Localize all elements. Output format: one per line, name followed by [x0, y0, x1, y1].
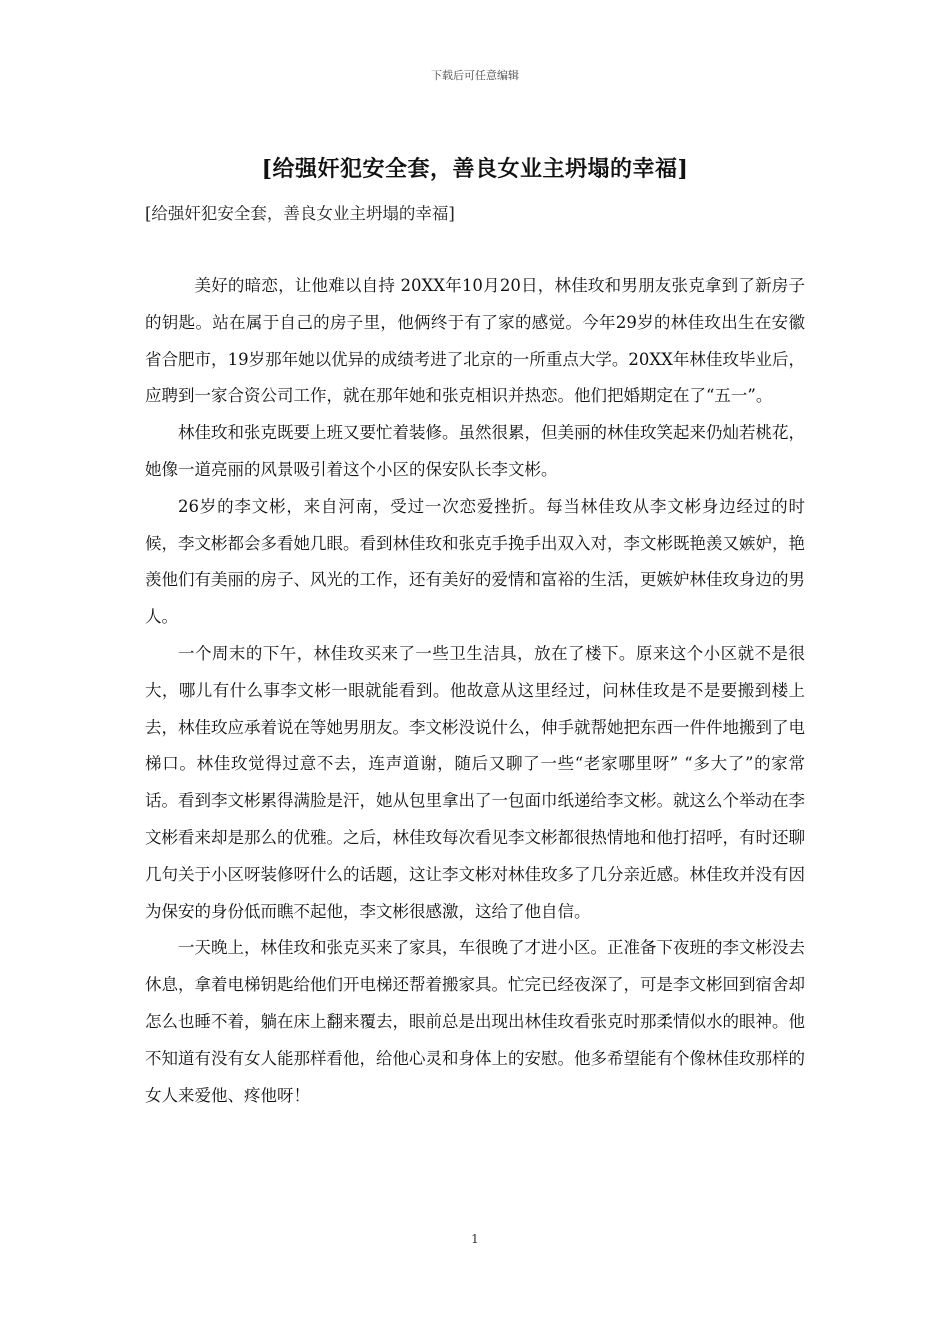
paragraph: 26岁的李文彬，来自河南，受过一次恋爱挫折。每当林佳玫从李文彬身边经过的时候，李文彬都会多看她几眼。看到林佳玫和张克手挽手出双入对，李文彬既艳羡又嫉妒，艳羡他们有美丽的房子、风光的工作，还有美好的爱情和富裕的生活，更嫉妒林佳玫身边的男人。: [145, 496, 805, 627]
paragraph: 美好的暗恋，让他难以自持 20XX年10月20日，林佳玫和男朋友张克拿到了新房子的钥匙。站在属于自己的房子里，他俩终于有了家的感觉。今年29岁的林佳玫出生在安徽省合肥市，19岁那年她以优异的成绩考进了北京的一所重点大学。20XX年林佳玫毕业后，应聘到一家合资公司工作，就在那年她和张克相识并热恋。他们把婚期定在了“五一”。: [145, 276, 805, 406]
page-header: 下载后可任意编辑: [431, 69, 519, 82]
paragraph: 一天晚上，林佳玫和张克买来了家具，车很晚了才进小区。正准备下夜班的李文彬没去休息，拿着电梯钥匙给他们开电梯还帮着搬家具。忙完已经夜深了，可是李文彬回到宿舍却怎么也睡不着，躺在床上翻来覆去，眼前总是出现出林佳玫看张克时那柔情似水的眼神。他不知道有没有女人能那样看他，给他心灵和身体上的安慰。他多希望能有个像林佳玫那样的女人来爱他、疼他呀！: [145, 938, 805, 1105]
document-title: [给强奸犯安全套，善良女业主坍塌的幸福]: [261, 156, 689, 182]
paragraph: 一个周末的下午，林佳玫买来了一些卫生洁具，放在了楼下。原来这个小区就不是很大，哪儿有什么事李文彬一眼就能看到。他故意从这里经过，问林佳玫是不是要搬到楼上去，林佳玫应承着说在等她男朋友。李文彬没说什么，伸手就帮她把东西一件件地搬到了电梯口。林佳玫觉得过意不去，连声道谢，随后又聊了一些“老家哪里呀” “多大了”的家常话。看到李文彬累得满脸是汗，她从包里拿出了一包面巾纸递给李文彬。就这么个举动在李文彬看来却是那么的优雅。之后，林佳玫每次看见李文彬都很热情地和他打招呼，有时还聊几句关于小区呀装修呀什么的话题，这让李文彬对林佳玫多了几分亲近感。林佳玫并没有因为保安的身份低而瞧不起他，李文彬很感激，这给了他自信。: [145, 643, 805, 921]
page-number: 1: [471, 1232, 479, 1246]
article-body: [145, 268, 805, 1114]
paragraph: 林佳玫和张克既要上班又要忙着装修。虽然很累，但美丽的林佳玫笑起来仍灿若桃花，她像一道亮丽的风景吸引着这个小区的保安队长李文彬。: [145, 423, 805, 479]
document-subtitle: [给强奸犯安全套，善良女业主坍塌的幸福]: [145, 204, 455, 223]
